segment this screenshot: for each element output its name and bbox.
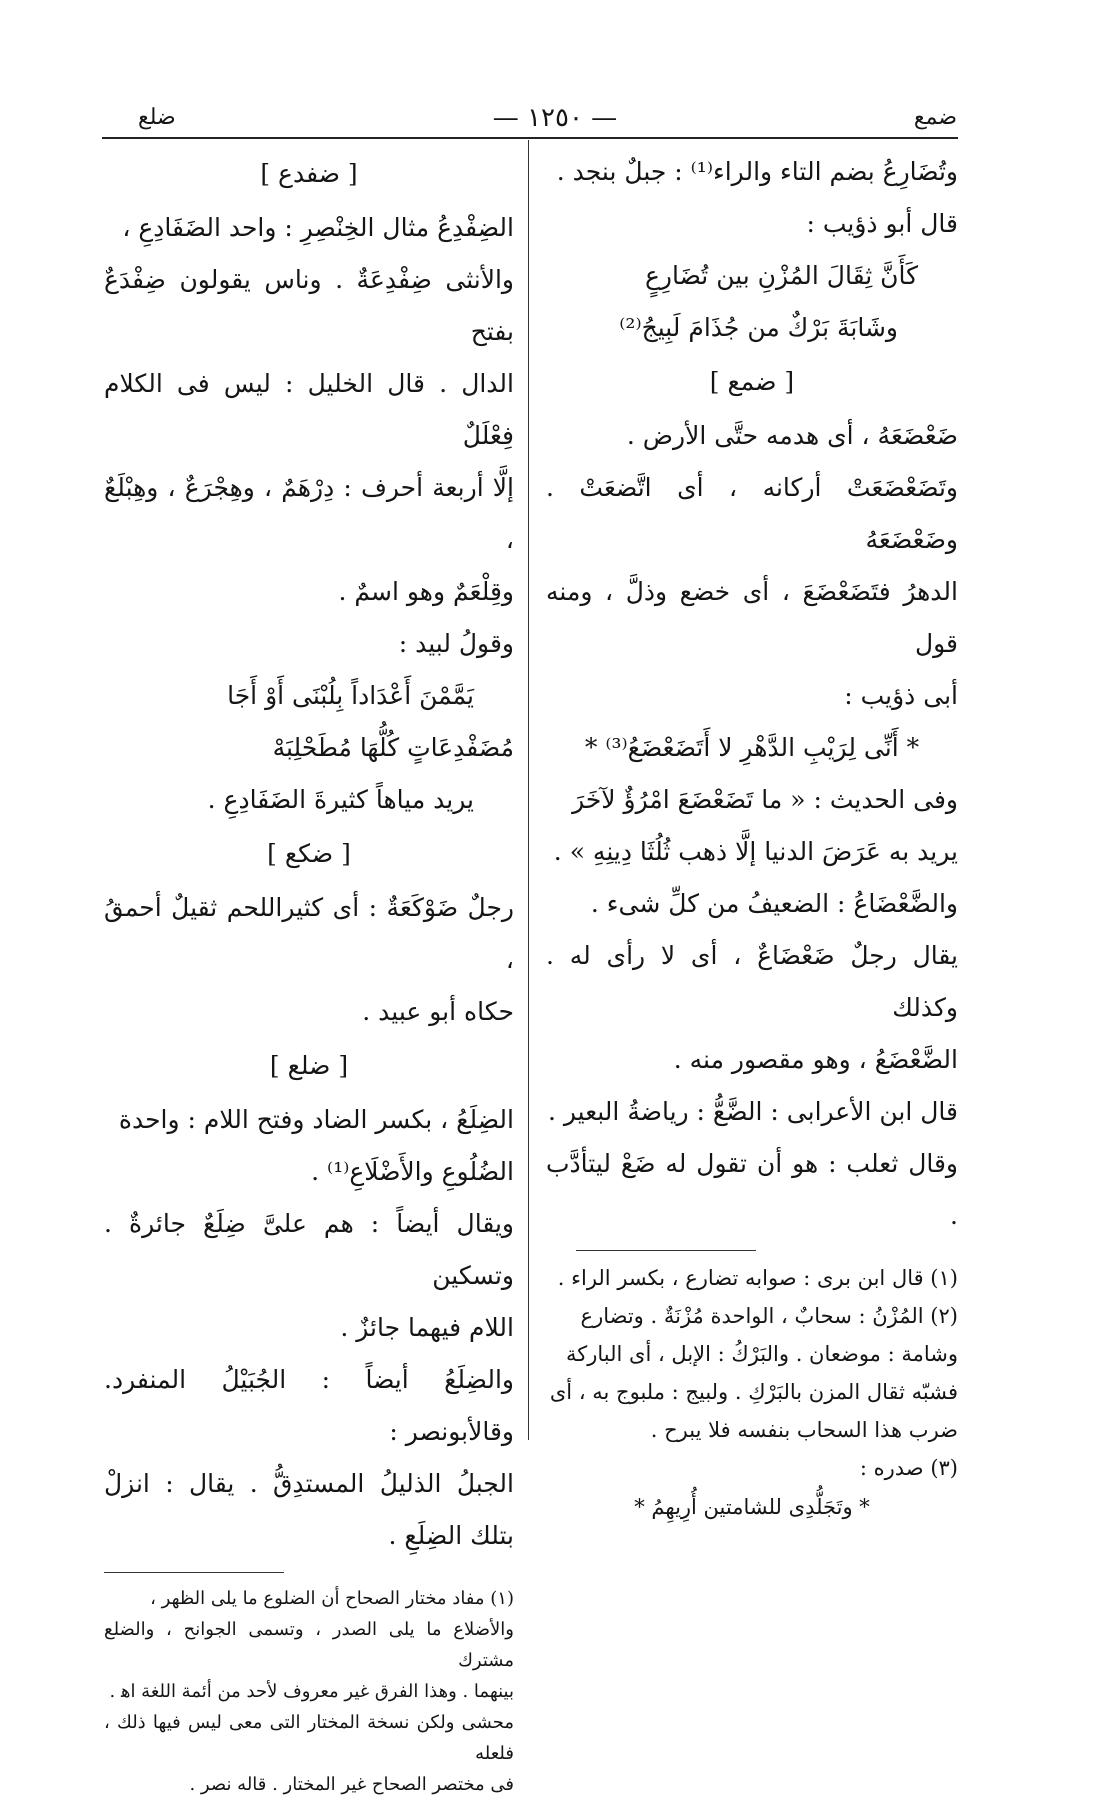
left-column-entry-heading: [ ضكع ] [267, 839, 351, 868]
right-column-footnote-line: وشامة : موضعان . والبَرْكُ : الإبل ، أى الباركة [565, 1342, 958, 1366]
left-column-line: الضِلَعُ ، بكسر الضاد وفتح اللام : واحدة [118, 1105, 514, 1134]
left-column-line: حكاه أبو عبيد . [362, 997, 514, 1026]
left-column-footnote-line: والأضلاع ما يلى الصدر ، وتسمى الجوانح ، والضلع مشترك [104, 1619, 514, 1671]
right-column-footnote-rule [576, 1250, 756, 1251]
right-column-footnote-line: (٢) المُزْنُ : سحابٌ ، الواحدة مُزْنَةٌ . وتضارع [580, 1304, 958, 1328]
left-column-verse-line: يريد مياهاً كثيرةَ الضَفَادِعِ . [207, 785, 474, 814]
left-column-line: والأنثى ضِفْدِعَةٌ . وناس يقولون ضِفْدَعٌ بفتح [104, 265, 514, 346]
page-number: — ١٢٥٠ — [492, 103, 618, 133]
right-column-footnote-line: (٣) صدره : [859, 1456, 958, 1480]
right-column-verse-line: * أَنِّى لِرَيْبِ الدَّهْرِ لا أَتَضَعْضَعُ⁽³⁾ * [584, 733, 920, 762]
right-column-line: يريد به عَرَضَ الدنيا إلَّا ذهب ثُلُثَا دِينِهِ » . [553, 837, 958, 866]
left-column-line: الجبلُ الذليلُ المستدِقُّ . يقال : انزلْ بتلك الضِلَعِ . [104, 1469, 514, 1550]
right-column-footnote-line: * وتَجَلُّدِى للشامتين أُرِيهِمُ * [634, 1495, 870, 1519]
left-column-line: الضُلُوعِ والأَضْلَاعِ⁽¹⁾ . [311, 1157, 514, 1186]
left-column-verse-line: يَمَّمْنَ أَعْدَاداً بِلُبْنَى أَوْ أَجَا [227, 681, 474, 710]
left-column-line: الدال . قال الخليل : ليس فى الكلام فِعْلَلٌ [104, 369, 514, 450]
right-column-footnote-line: ضرب هذا السحاب بنفسه فلا يبرح . [650, 1418, 958, 1442]
left-column-entry-heading: [ ضلع ] [269, 1051, 349, 1080]
left-column-line: إلَّا أربعة أحرف : دِرْهَمٌ ، وهِجْرَعٌ ، وهِبْلَعٌ ، [104, 473, 514, 554]
left-column-line: والضِلَعُ أيضاً : الجُبَيْلُ المنفرد. وقالأبونصر : [104, 1365, 514, 1446]
left-column-footnote-rule [104, 1572, 284, 1573]
right-column-line: قال أبو ذؤيب : [806, 209, 958, 238]
left-column-line: وقِلْعَمٌ وهو اسمٌ . [338, 577, 514, 606]
right-column-line: أبى ذؤيب : [844, 681, 958, 710]
left-column-line: رجلٌ ضَوْكَعَةٌ : أى كثيراللحم ثقيلٌ أحمقُ ، [104, 893, 514, 974]
right-column-verse-line: كَأَنَّ ثِقَالَ المُزْنِ بين تُضَارِعٍ [645, 261, 918, 290]
left-column-footnote-line: (١) مفاد مختار الصحاح أن الضلوع ما يلى الظهر ، [150, 1588, 514, 1609]
right-column-line: قال ابن الأعرابى : الضَّعُّ : رياضةُ البعير . [547, 1097, 958, 1126]
right-column-footnote-line: فشبّه ثقال المزن بالبَرْكِ . ولبيج : ملبوج به ، أى [549, 1380, 958, 1404]
right-column-entry-heading: [ ضمع ] [709, 367, 795, 396]
header-rule [102, 137, 958, 139]
right-column-line: وتَضَعْضَعَتْ أركانه ، أى اتَّضعَتْ . وضَعْضَعَهُ [546, 473, 958, 554]
right-column-verse-line: وشَابَةَ بَرْكٌ من جُذَامَ لَبِيجُ⁽²⁾ [619, 313, 898, 342]
left-column [104, 146, 514, 1800]
left-column-line: اللام فيهما جائزٌ . [340, 1313, 514, 1342]
right-column-line: ضَعْضَعَهُ ، أى هدمه حتَّى الأرض . [626, 421, 958, 450]
left-column-footnote-line: بينهما . وهذا الفرق غير معروف لأحد من أئمة اللغة اﻫ . [109, 1681, 514, 1702]
right-column-line: وتُضَارِعُ بضم التاء والراء⁽¹⁾ : جبلٌ بنجد . [556, 157, 958, 186]
header-left-word: ضلع [138, 105, 176, 130]
right-column-line: والضَّعْضَاعُ : الضعيفُ من كلِّ شىء . [590, 889, 958, 918]
left-column-entry-heading: [ ضفدع ] [260, 159, 358, 188]
left-column-line: مُضَفْدِعَاتٍ كُلُّهَا مُطَحْلِبَهْ [272, 733, 514, 762]
right-column [546, 146, 958, 1527]
right-column-line: الدهرُ فتَضَعْضَعَ ، أى خضع وذلَّ ، ومنه قول [546, 577, 958, 658]
right-column-line: الضَّعْضَعُ ، وهو مقصور منه . [673, 1045, 958, 1074]
left-column-footnote-line: محشى ولكن نسخة المختار التى معى ليس فيها ذلك ، فلعله [104, 1712, 514, 1764]
left-column-line: وقولُ لبيد : [398, 629, 514, 658]
header-right-word: ضمع [913, 105, 957, 130]
right-column-line: وفى الحديث : « ما تَضَعْضَعَ امْرُؤٌ لآخَرَ [572, 785, 958, 814]
left-column-line: الضِفْدِعُ مثال الخِنْصِرِ : واحد الضَفَادِعِ ، [122, 213, 514, 242]
right-column-line: وقال ثعلب : هو أن تقول له ضَعْ ليتأدَّب . [546, 1149, 958, 1230]
left-column-line: ويقال أيضاً : هم علىَّ ضِلَعٌ جائرةٌ . وتسكين [104, 1209, 514, 1290]
column-divider [528, 140, 529, 1440]
left-column-footnote-line: فى مختصر الصحاح غير المختار . قاله نصر . [189, 1774, 514, 1795]
right-column-line: يقال رجلٌ ضَعْضَاعٌ ، أى لا رأى له . وكذلك [546, 941, 958, 1022]
right-column-footnote-line: (١) قال ابن برى : صوابه تضارع ، بكسر الراء . [557, 1266, 958, 1290]
